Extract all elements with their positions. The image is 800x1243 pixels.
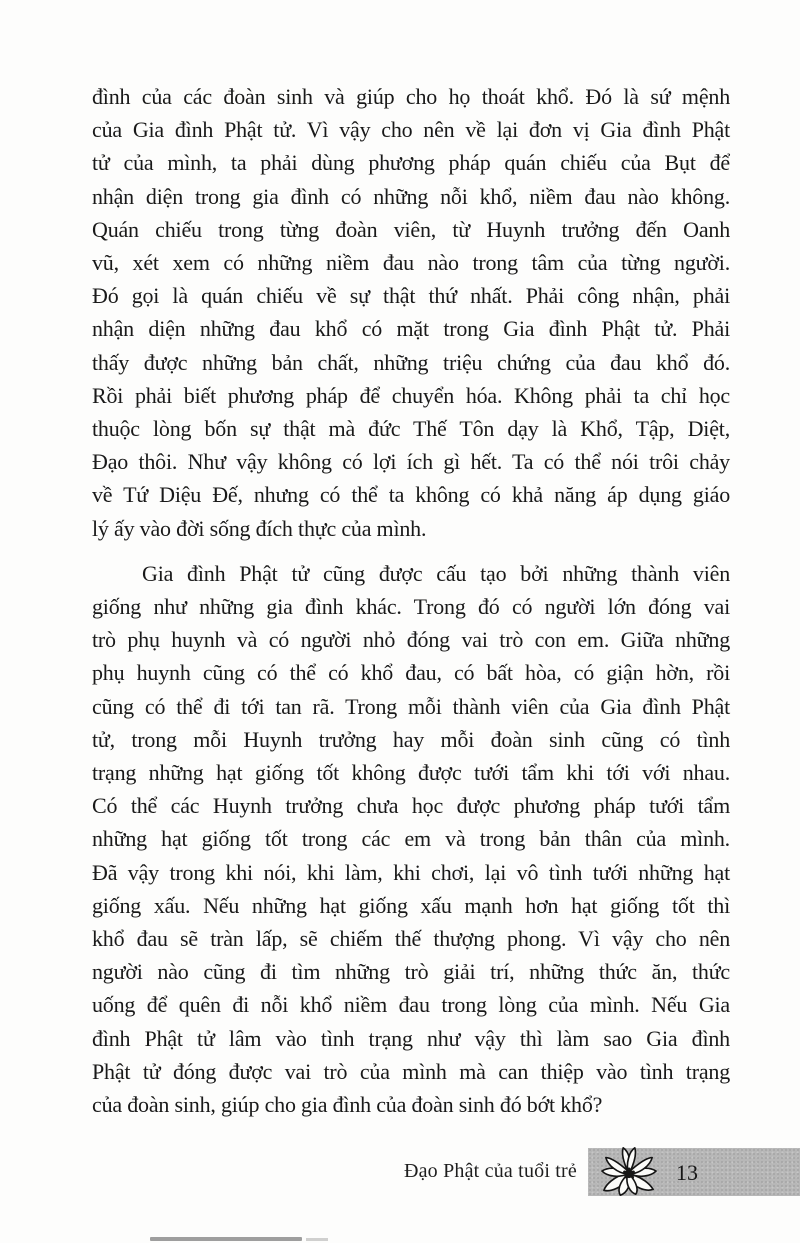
scan-artifact-speck	[306, 1238, 328, 1241]
text-line: vũ, xét xem có những niềm đau nào trong tâm của từng người.	[92, 250, 730, 276]
text-line: nhận diện trong gia đình có những nỗi khổ, niềm đau nào không.	[92, 183, 730, 209]
page-number: 13	[676, 1160, 698, 1185]
text-line: cũng có thể đi tới tan rã. Trong mỗi thành viên của Gia đình Phật	[92, 693, 730, 719]
text-line: nhận diện những đau khổ có mặt trong Gia đình Phật tử. Phải	[92, 316, 730, 342]
text-line: những hạt giống tốt trong các em và trong bản thân của mình.	[92, 826, 730, 852]
text-line: thuộc lòng bốn sự thật mà đức Thế Tôn dạy là Khổ, Tập, Diệt,	[92, 416, 730, 442]
text-line: uống để quên đi nỗi khổ niềm đau trong lòng của mình. Nếu Gia	[92, 992, 730, 1018]
text-line: Đạo thôi. Như vậy không có lợi ích gì hết. Ta có thể nói trôi chảy	[92, 449, 730, 475]
text-line: đình của các đoàn sinh và giúp cho họ thoát khổ. Đó là sứ mệnh	[92, 84, 730, 109]
text-line: Đã vậy trong khi nói, khi làm, khi chơi, lại vô tình tưới những hạt	[92, 859, 730, 885]
paragraph	[92, 557, 730, 1121]
text-line: phụ huynh cũng có thể có khổ đau, có bất hòa, có giận hờn, rồi	[92, 660, 730, 686]
lotus-flower-icon	[598, 1144, 660, 1200]
text-line: đình Phật tử lâm vào tình trạng như vậy thì làm sao Gia đình	[92, 1025, 730, 1051]
text-line: của đoàn sinh, giúp cho gia đình của đoàn sinh đó bớt khổ?	[92, 1092, 603, 1118]
text-line: về Tứ Diệu Đế, nhưng có thể ta không có khả năng áp dụng giáo	[92, 482, 730, 508]
text-line: người nào cũng đi tìm những trò giải trí, những thức ăn, thức	[92, 959, 730, 985]
text-line: Đó gọi là quán chiếu về sự thật thứ nhất. Phải công nhận, phải	[92, 283, 730, 309]
text-block	[92, 80, 730, 1121]
text-line: thấy được những bản chất, những triệu chứng của đau khổ đó.	[92, 349, 730, 375]
text-line: Phật tử đóng được vai trò của mình mà can thiệp vào tình trạng	[92, 1058, 730, 1084]
text-line: của Gia đình Phật tử. Vì vậy cho nên về lại đơn vị Gia đình Phật	[92, 117, 730, 143]
text-line: Quán chiếu trong từng đoàn viên, từ Huynh trưởng đến Oanh	[92, 216, 730, 242]
text-line: trạng những hạt giống tốt không được tưới tẩm khi tới với nhau.	[92, 760, 730, 786]
text-line: tử của mình, ta phải dùng phương pháp quán chiếu của Bụt để	[92, 150, 730, 176]
text-line: Rồi phải biết phương pháp để chuyển hóa. Không phải ta chỉ học	[92, 382, 730, 408]
text-line: Có thể các Huynh trưởng chưa học được phương pháp tưới tẩm	[92, 793, 730, 819]
text-line: giống xấu. Nếu những hạt giống xấu mạnh hơn hạt giống tốt thì	[92, 892, 730, 918]
scan-artifact-bar	[150, 1237, 302, 1241]
text-line: lý ấy vào đời sống đích thực của mình.	[92, 515, 427, 541]
paragraph	[92, 80, 730, 545]
text-line: khổ đau sẽ tràn lấp, sẽ chiếm thế thượng phong. Vì vậy cho nên	[92, 926, 730, 952]
text-line: giống như những gia đình khác. Trong đó có người lớn đóng vai	[92, 594, 730, 620]
running-title: Đạo Phật của tuổi trẻ	[403, 1160, 577, 1182]
text-line: Gia đình Phật tử cũng được cấu tạo bởi những thành viên	[142, 560, 730, 586]
text-line: tử, trong mỗi Huynh trưởng hay mỗi đoàn sinh cũng có tình	[92, 726, 730, 752]
text-line: trò phụ huynh và có người nhỏ đóng vai trò con em. Giữa những	[92, 627, 730, 653]
